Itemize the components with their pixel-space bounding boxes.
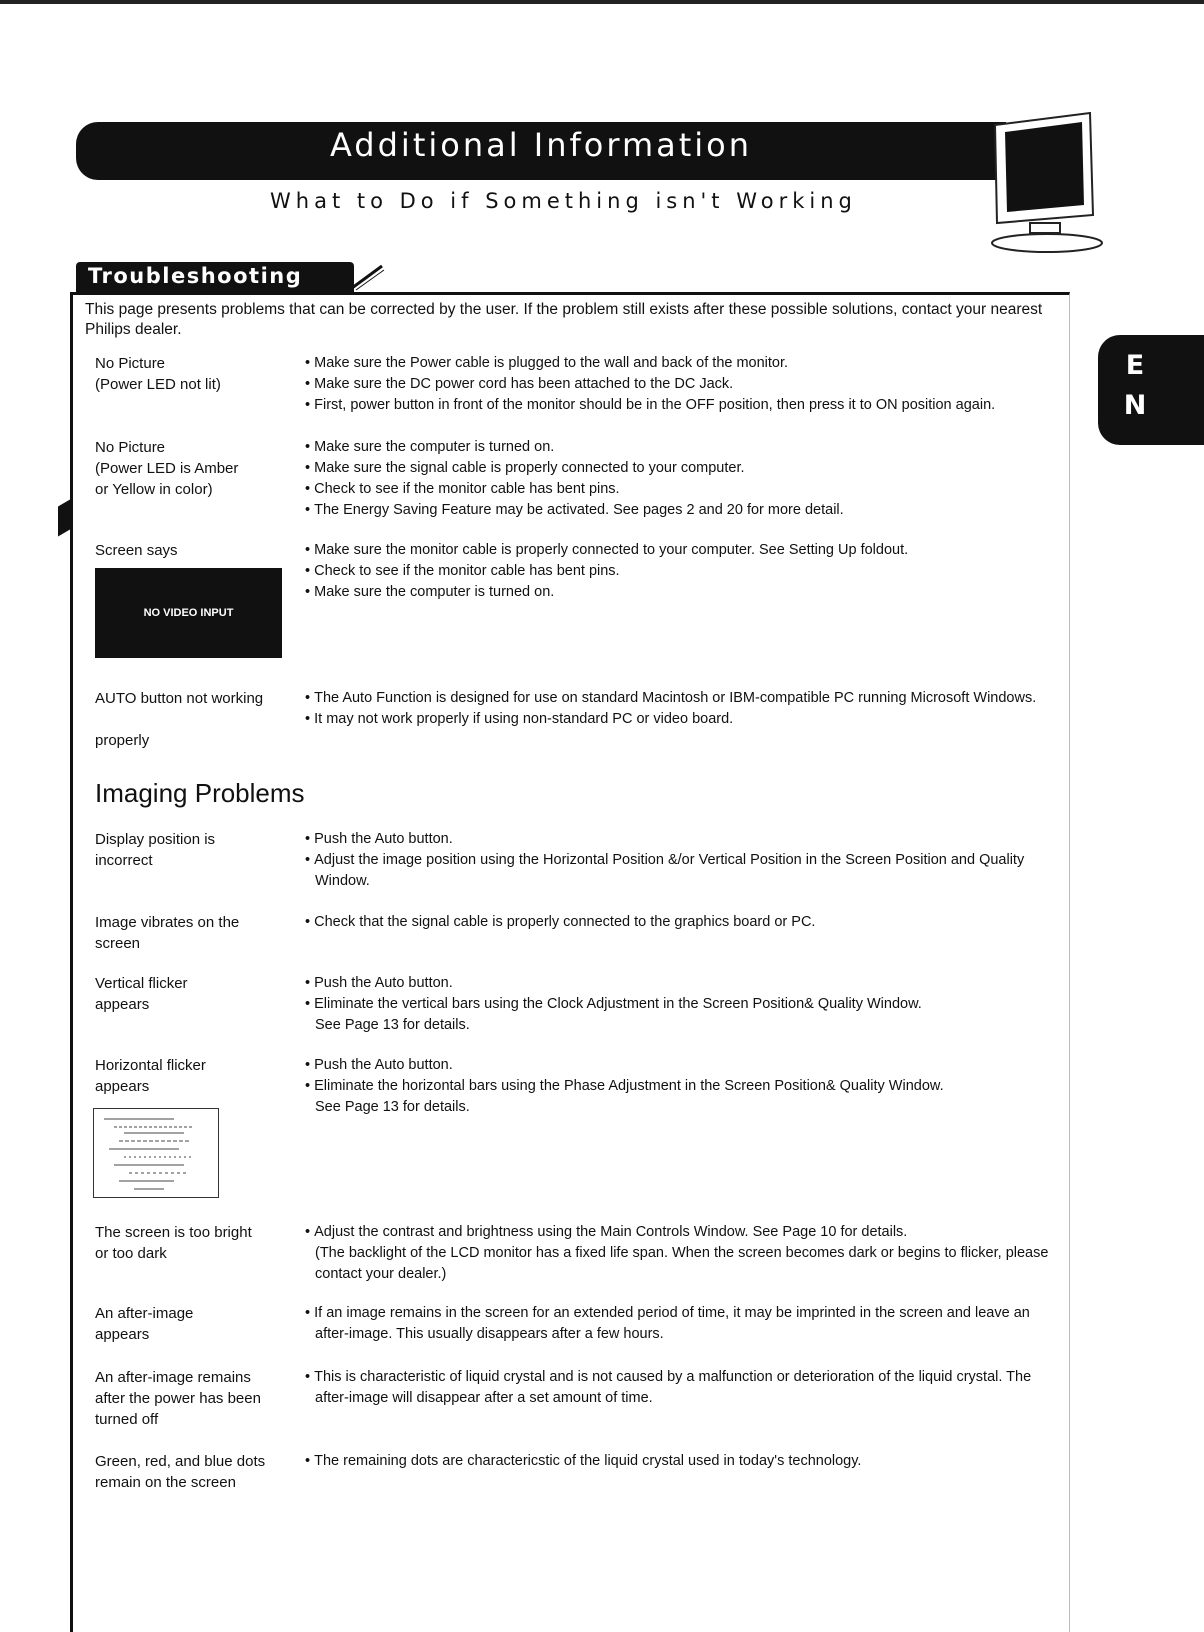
solution-text: • Check to see if the monitor cable has bent pins.	[305, 479, 1055, 500]
solution-text: • The remaining dots are charactericstic of the liquid crystal used in today's technology.	[305, 1451, 1055, 1472]
problem-label: Image vibrates on the screen	[95, 914, 240, 952]
solution-list	[305, 688, 1055, 730]
problem-label: Horizontal flicker appears	[95, 1057, 206, 1095]
flicker-screen-image	[93, 1108, 219, 1198]
solution-text: • This is characteristic of liquid crystal and is not caused by a malfunction or deterioration of the liquid crystal. The after-image will disappear after a set amount of time.	[305, 1367, 1055, 1409]
solution-text: • First, power button in front of the monitor should be in the OFF position, then press it to ON position again.	[305, 395, 1055, 416]
problem-label: Display position is incorrect	[95, 831, 216, 869]
language-letter: N	[1123, 390, 1147, 421]
solution-text: • Check to see if the monitor cable has bent pins.	[305, 561, 1055, 582]
solution-text: • If an image remains in the screen for an extended period of time, it may be imprinted in the screen and leave an after-image. This usually disappears after a few hours.	[305, 1303, 1055, 1345]
solution-text: • Make sure the signal cable is properly connected to your computer.	[305, 458, 1055, 479]
problem-label: An after-image appears	[95, 1305, 194, 1343]
problem-label: Green, red, and blue dots remain on the screen	[95, 1453, 266, 1491]
solution-list	[305, 437, 1055, 521]
solution-text: • Adjust the contrast and brightness using the Main Controls Window. See Page 10 for details. (The backlight of the LCD monitor has a fixed life span. When the screen becomes dark or begins to flicker, please contact your dealer.)	[305, 1222, 1055, 1285]
top-rule	[0, 0, 1204, 4]
solution-list	[305, 540, 1055, 603]
solution-list	[305, 973, 1055, 1036]
problem-label: AUTO button not working properly	[95, 690, 264, 749]
no-video-input-screen: NO VIDEO INPUT	[95, 568, 282, 658]
problem-label: Vertical flicker appears	[95, 975, 188, 1013]
solution-text: • Push the Auto button.	[305, 1055, 1055, 1076]
solution-text: • Push the Auto button.	[305, 829, 1055, 850]
margin-mark	[58, 500, 70, 537]
solution-text: • It may not work properly if using non-standard PC or video board.	[305, 709, 1055, 730]
solution-list	[305, 353, 1055, 416]
section-title: Troubleshooting	[88, 264, 303, 288]
problem-label: Screen says	[95, 542, 178, 559]
solution-list	[305, 1367, 1055, 1409]
solution-text: • Eliminate the vertical bars using the Clock Adjustment in the Screen Position& Quality Window. See Page 13 for details.	[305, 994, 1055, 1036]
page-title: Additional Information	[329, 126, 753, 164]
solution-text: • Make sure the Power cable is plugged to the wall and back of the monitor.	[305, 353, 1055, 374]
pen-icon	[348, 262, 388, 292]
solution-list	[305, 912, 1055, 933]
language-letter: E	[1125, 350, 1145, 381]
monitor-icon	[985, 105, 1110, 255]
problem-label: The screen is too bright or too dark	[95, 1224, 252, 1262]
solution-text: • The Energy Saving Feature may be activated. See pages 2 and 20 for more detail.	[305, 500, 1055, 521]
solution-text: • Make sure the monitor cable is properly connected to your computer. See Setting Up foldout.	[305, 540, 1055, 561]
intro-text: This page presents problems that can be corrected by the user. If the problem still exists after these possible solutions, contact your nearest Philips dealer.	[85, 301, 1043, 338]
solution-text: • Make sure the computer is turned on.	[305, 437, 1055, 458]
solution-text: • Push the Auto button.	[305, 973, 1055, 994]
solution-text: • The Auto Function is designed for use on standard Macintosh or IBM-compatible PC running Microsoft Windows.	[305, 688, 1055, 709]
solution-list	[305, 1222, 1055, 1285]
solution-list	[305, 1451, 1055, 1472]
solution-list	[305, 1303, 1055, 1345]
solution-text: • Check that the signal cable is properly connected to the graphics board or PC.	[305, 912, 1055, 933]
solution-list	[305, 829, 1055, 892]
solution-text: • Eliminate the horizontal bars using the Phase Adjustment in the Screen Position& Quality Window. See Page 13 for details.	[305, 1076, 1055, 1118]
solution-list	[305, 1055, 1055, 1118]
page-subtitle: What to Do if Something isn't Working	[270, 189, 857, 213]
problem-label: An after-image remains after the power has been turned off	[95, 1369, 261, 1428]
section-heading: Imaging Problems	[95, 778, 305, 808]
solution-text: • Make sure the computer is turned on.	[305, 582, 1055, 603]
problem-label: No Picture (Power LED not lit)	[95, 355, 221, 393]
solution-text: • Adjust the image position using the Horizontal Position &/or Vertical Position in the Screen Position and Quality Window.	[305, 850, 1055, 892]
problem-label: No Picture (Power LED is Amber or Yellow in color)	[95, 439, 239, 498]
solution-text: • Make sure the DC power cord has been attached to the DC Jack.	[305, 374, 1055, 395]
